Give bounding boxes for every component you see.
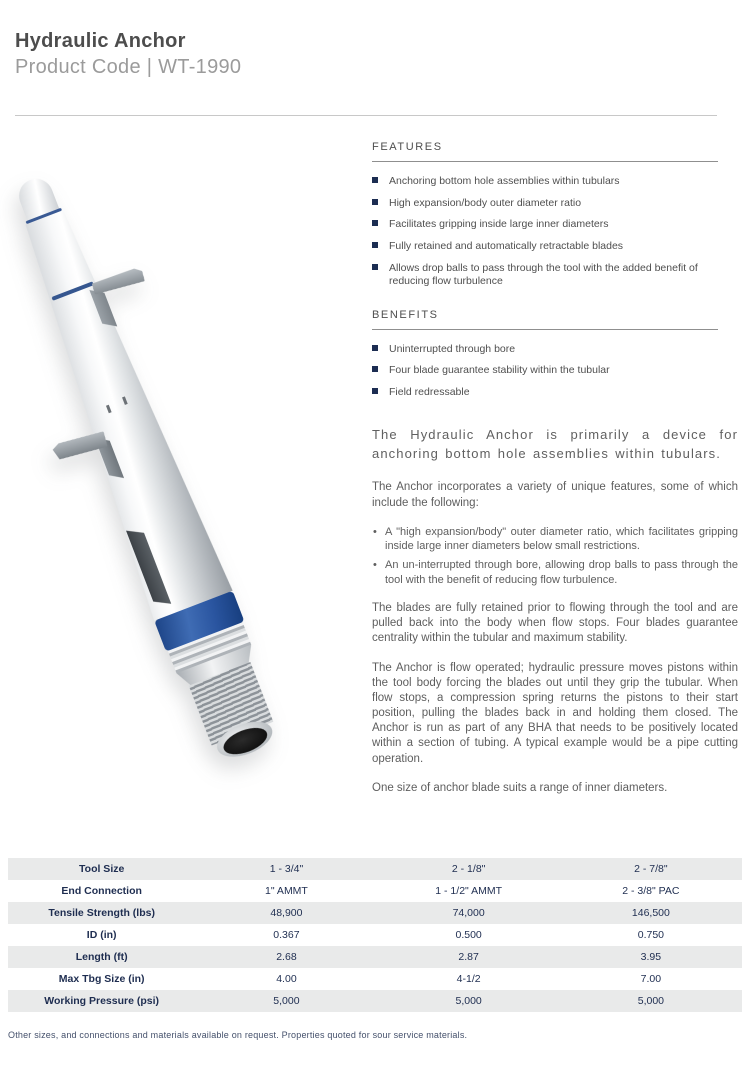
page-title: Hydraulic Anchor: [15, 30, 186, 52]
row-label: ID (in): [86, 929, 117, 941]
cell-value: 5,000: [273, 995, 300, 1007]
header: [15, 30, 735, 79]
square-bullet-icon: [372, 220, 378, 226]
header-divider: [15, 115, 717, 116]
cell-value: 1 - 1/2" AMMT: [435, 885, 503, 897]
features-divider: [372, 161, 718, 162]
benefit-item: [372, 364, 738, 378]
cell-value: 4-1/2: [456, 973, 481, 985]
feature-item: [372, 262, 738, 289]
cell-value: 1 - 3/4": [269, 863, 304, 875]
tool-body: [5, 202, 233, 620]
operation-paragraph: The Anchor is flow operated; hydraulic pressure moves pistons within the tool body forcing the blades out until they grip the tubular. When flow stops, a compression spring returns the pistons to their start position, pulling the blades back in and holding them closed. The Anchor is run as part of any BHA that needs to be positively located within a section of tubing. A typical example would be a pipe cutting operation.: [372, 661, 738, 765]
hydraulic-anchor-illustration: [0, 162, 303, 788]
product-code: Product Code | WT-1990: [15, 56, 242, 78]
cell-value: 3.95: [640, 951, 662, 963]
detail-item: [372, 558, 738, 587]
table-row: [8, 924, 742, 946]
row-label: End Connection: [61, 885, 142, 897]
cell-value: 2 - 1/8": [451, 863, 486, 875]
cell-value: 2.68: [276, 951, 297, 963]
product-image: [0, 128, 365, 858]
cell-value: 2 - 7/8": [634, 863, 668, 875]
feature-item: [372, 240, 738, 254]
feature-text: High expansion/body outer diameter ratio: [389, 196, 582, 209]
square-bullet-icon: [372, 366, 378, 372]
row-label: Working Pressure (psi): [44, 995, 160, 1007]
content-column: [372, 141, 738, 810]
feature-item: [372, 197, 738, 211]
benefit-text: Uninterrupted through bore: [389, 342, 516, 355]
benefits-divider: [372, 329, 718, 330]
detail-text: An un-interrupted through bore, allowing drop balls to pass through the tool with the benefit of reducing flow turbulence.: [385, 559, 738, 586]
cell-value: 4.00: [276, 973, 297, 985]
feature-item: [372, 218, 738, 232]
benefits-heading: BENEFITS: [372, 308, 439, 321]
tool-blade-left: [51, 431, 107, 460]
lead-paragraph: The Anchor incorporates a variety of unique features, some of which include the following:: [372, 481, 738, 509]
spec-table: [8, 858, 742, 1012]
cell-value: 1" AMMT: [265, 885, 308, 897]
tool-blade-right: [91, 267, 145, 295]
detail-item: [372, 525, 738, 554]
feature-text: Allows drop balls to pass through the tool with the added benefit of reducing flow turbulence: [389, 261, 698, 288]
table-row: [8, 880, 742, 902]
benefit-text: Four blade guarantee stability within the tubular: [389, 364, 610, 377]
square-bullet-icon: [372, 388, 378, 394]
benefit-item: [372, 386, 738, 400]
features-heading: FEATURES: [372, 141, 443, 153]
intro-paragraph: The Hydraulic Anchor is primarily a device for anchoring bottom hole assemblies within tubulars.: [372, 426, 738, 461]
table-row: [8, 990, 742, 1012]
cell-value: 0.500: [455, 929, 482, 941]
benefit-text: Field redressable: [389, 386, 470, 399]
cell-value: 48,900: [270, 907, 303, 919]
cell-value: 146,500: [631, 907, 670, 919]
table-row: [8, 902, 742, 924]
benefit-item: [372, 343, 738, 357]
square-bullet-icon: [372, 242, 378, 248]
square-bullet-icon: [372, 199, 378, 205]
table-row: [8, 968, 742, 990]
feature-item: [372, 175, 738, 189]
sizes-paragraph: One size of anchor blade suits a range of inner diameters.: [372, 781, 668, 794]
cell-value: 0.367: [273, 929, 300, 941]
square-bullet-icon: [372, 345, 378, 351]
round-bullet-icon: •: [373, 525, 377, 538]
table-row: [8, 946, 742, 968]
blades-paragraph: The blades are fully retained prior to flowing through the tool and are pulled back into the body when flow stops. Four blades guarantee centrality within the tubular and maximum stability.: [372, 601, 738, 645]
row-label: Length (ft): [75, 951, 128, 963]
detail-list: [372, 525, 738, 587]
cell-value: 0.750: [637, 929, 665, 941]
cell-value: 2.87: [458, 951, 479, 963]
features-list: [372, 175, 738, 289]
row-label: Tensile Strength (lbs): [48, 907, 155, 919]
benefits-list: [372, 343, 738, 400]
footnote: Other sizes, and connections and materials available on request. Properties quoted for sour service materials.: [8, 1030, 468, 1040]
square-bullet-icon: [372, 177, 378, 183]
cell-value: 74,000: [452, 907, 485, 919]
row-label: Tool Size: [79, 863, 125, 875]
cell-value: 7.00: [640, 973, 662, 985]
feature-text: Fully retained and automatically retractable blades: [389, 239, 624, 252]
round-bullet-icon: •: [373, 559, 377, 572]
detail-text: A "high expansion/body" outer diameter ratio, which facilitates gripping inside large inner diameters below small restrictions.: [385, 525, 738, 553]
table-row: [8, 858, 742, 880]
square-bullet-icon: [372, 264, 378, 270]
row-label: Max Tbg Size (in): [58, 973, 145, 985]
cell-value: 5,000: [455, 995, 482, 1007]
cell-value: 5,000: [637, 995, 665, 1007]
feature-text: Anchoring bottom hole assemblies within tubulars: [389, 175, 620, 187]
feature-text: Facilitates gripping inside large inner diameters: [389, 218, 609, 231]
cell-value: 2 - 3/8" PAC: [622, 885, 680, 897]
